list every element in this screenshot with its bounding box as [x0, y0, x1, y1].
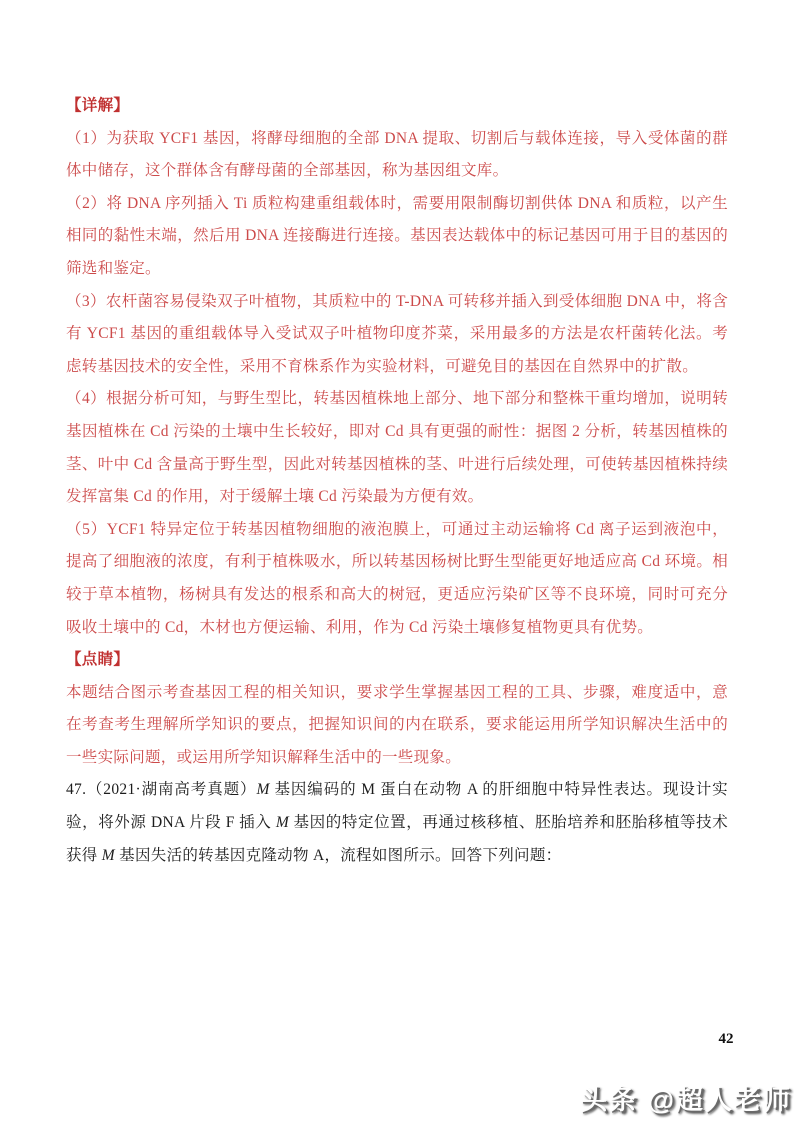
- detail-paragraph: （3）农杆菌容易侵染双子叶植物，其质粒中的 T-DNA 可转移并插入到受体细胞 DNA 中，将含有 YCF1 基因的重组载体导入受试双子叶植物印度芥菜，采用最多的方法是农杆菌转化法。考虑转基因技术的安全性，采用不育株系作为实验材料，可避免目的基因在自然界中的扩散。: [66, 292, 728, 375]
- question-text-run: 基因编码的 M 蛋白在动物 A 的肝细胞中特异性表达。现设计实验，将外源 DNA 片段 F 插入: [66, 781, 728, 832]
- summary-text: 本题结合图示考查基因工程的相关知识，要求学生掌握基因工程的工具、步骤，难度适中，意在考查考生理解所学知识的要点，把握知识间的内在联系，要求能运用所学知识解决生活中的一些实际问题，或运用所学知识解释生活中的一些现象。: [66, 683, 728, 766]
- detail-paragraph: （1）为获取 YCF1 基因，将酵母细胞的全部 DNA 提取、切割后与载体连接，导入受体菌的群体中储存，这个群体含有酵母菌的全部基因，称为基因组文库。: [66, 129, 728, 180]
- question-text-run: 基因失活的转基因克隆动物 A，流程如图所示。回答下列问题：: [115, 846, 562, 864]
- question-text-run: 基因的特定位置，再通过核移植、胚胎培养和胚胎移植等技术获得: [66, 814, 729, 864]
- page-number: 42: [718, 1031, 734, 1047]
- summary-header: 【点睛】: [66, 651, 130, 669]
- gene-symbol-italic: M: [101, 846, 115, 864]
- detail-paragraph: （2）将 DNA 序列插入 Ti 质粒构建重组载体时，需要用限制酶切割供体 DNA 和质粒，以产生相同的黏性末端，然后用 DNA 连接酶进行连接。基因表达载体中的标记基因可用于目的基因的筛选和鉴定。: [66, 194, 728, 277]
- watermark: 头条 @超人老师: [580, 1085, 792, 1115]
- detail-paragraph: （5）YCF1 特异定位于转基因植物细胞的液泡膜上，可通过主动运输将 Cd 离子运到液泡中，提高了细胞液的浓度，有利于植株吸水，所以转基因杨树比野生型能更好地适应高 Cd 环境。相较于草本植物，杨树具有发达的根系和高大的树冠，更适应污染矿区等不良环境，同时可充分吸收土壤中的 Cd，木材也方便运输、利用，作为 Cd 污染土壤修复植物更具有优势。: [66, 520, 728, 636]
- detail-paragraphs: [66, 123, 728, 645]
- detail-header: 【详解】: [66, 97, 130, 114]
- document-content: [66, 90, 728, 872]
- detail-paragraph: （4）根据分析可知，与野生型比，转基因植株地上部分、地下部分和整株干重均增加，说明转基因植株在 Cd 污染的土壤中生长较好，即对 Cd 具有更强的耐性：据图 2 分析，转基因植株的茎、叶中 Cd 含量高于野生型，因此对转基因植株的茎、叶进行后续处理，可使转基因植株持续发挥富集 Cd 的作用，对于缓解土壤 Cd 污染最为方便有效。: [66, 390, 728, 506]
- question-47: [66, 774, 728, 872]
- question-text-run: 47.（2021·湖南高考真题）: [66, 781, 257, 799]
- gene-symbol-italic: M: [275, 814, 290, 832]
- gene-symbol-italic: M: [256, 781, 270, 799]
